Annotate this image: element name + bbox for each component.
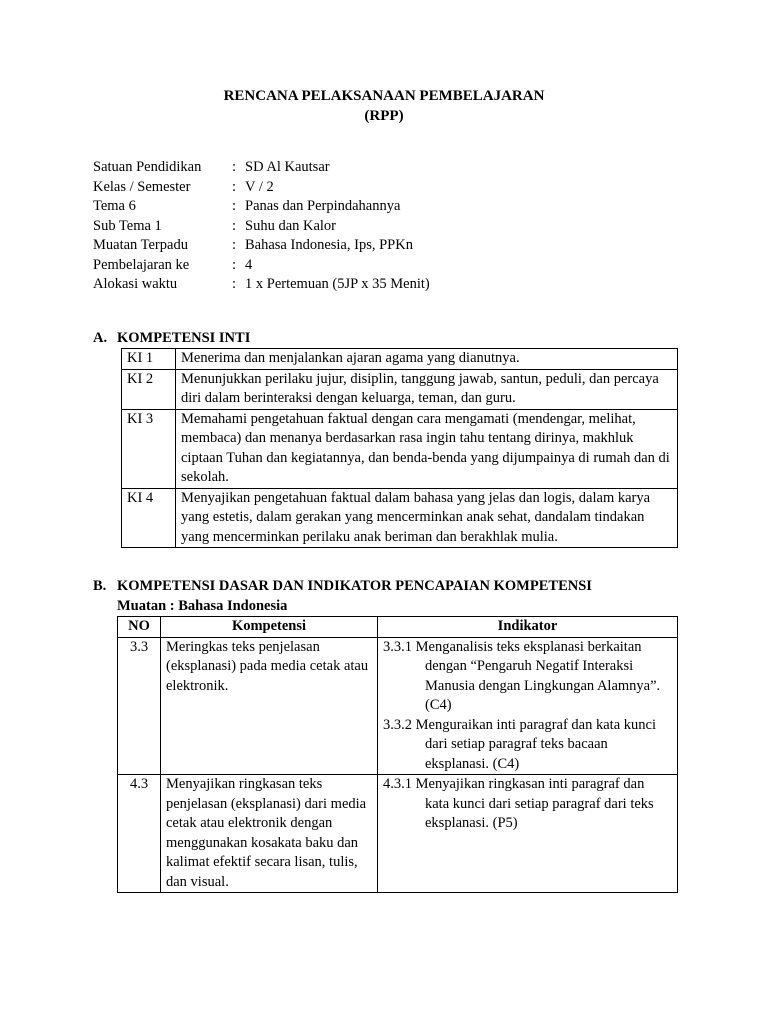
- identity-row: [93, 197, 430, 217]
- ki-code: KI 1: [122, 349, 176, 370]
- table-row: [122, 349, 678, 370]
- document-title: RENCANA PELAKSANAAN PEMBELAJARAN: [223, 88, 545, 104]
- kd-indikator-cell: [378, 775, 678, 893]
- identity-colon: :: [232, 256, 237, 273]
- ki-text: Memahami pengetahuan faktual dengan cara mengamati (mendengar, melihat, membaca) dan menanya berdasarkan rasa ingin tahu tentang dirinya, makhluk ciptaan Tuhan dan kegiatannya, dan benda-benda yang dijumpainya di rumah dan di sekolah.: [176, 409, 678, 488]
- ki-code: KI 3: [122, 409, 176, 488]
- document-subtitle: (RPP): [364, 108, 404, 124]
- identity-label: Pembelajaran ke: [93, 256, 190, 273]
- section-b-letter: B.: [93, 578, 107, 594]
- identity-value: Bahasa Indonesia, Ips, PPKn: [245, 237, 413, 253]
- section-a-letter: A.: [93, 330, 108, 346]
- identity-colon: :: [232, 159, 237, 175]
- table-row: [122, 409, 678, 488]
- identity-row: [93, 217, 430, 237]
- identity-colon: :: [232, 178, 237, 195]
- indikator-item: 4.3.1 Menyajikan ringkasan inti paragraf dan kata kunci dari setiap paragraf dari teks eksplanasi. (P5): [383, 776, 654, 831]
- ki-text: Menyajikan pengetahuan faktual dalam bahasa yang jelas dan logis, dalam karya yang estetis, dalam gerakan yang mencerminkan anak sehat, dandalam tindakan yang mencerminkan perilaku anak beriman dan berakhlak mulia.: [176, 488, 678, 548]
- identity-label: Alokasi waktu: [93, 276, 178, 292]
- identity-value: 4: [245, 256, 253, 273]
- ki-text: Menunjukkan perilaku jujur, disiplin, tanggung jawab, santun, peduli, dan percaya diri dalam berinteraksi dengan keluarga, teman, dan guru.: [176, 369, 678, 409]
- identity-colon: :: [232, 276, 237, 292]
- table-row: [118, 775, 678, 893]
- kd-number: 3.3: [118, 637, 161, 775]
- identity-label: Kelas / Semester: [93, 178, 191, 195]
- kd-kompetensi: Meringkas teks penjelasan (eksplanasi) pada media cetak atau elektronik.: [161, 637, 378, 775]
- column-header-kompetensi: Kompetensi: [161, 617, 378, 638]
- identity-value: SD Al Kautsar: [245, 159, 330, 175]
- identity-value: 1 x Pertemuan (5JP x 35 Menit): [245, 276, 430, 292]
- section-a-heading: [93, 329, 250, 347]
- kompetensi-dasar-table: [117, 616, 678, 893]
- table-header-row: [118, 617, 678, 638]
- section-a-title: KOMPETENSI INTI: [117, 330, 251, 346]
- column-header-no: NO: [118, 617, 161, 638]
- ki-code: KI 2: [122, 369, 176, 409]
- column-header-indikator: Indikator: [378, 617, 678, 638]
- identity-colon: :: [232, 198, 237, 214]
- indikator-item: 3.3.1 Menganalisis teks eksplanasi berkaitan dengan “Pengaruh Negatif Interaksi Manusia dengan Lingkungan Alamnya”. (C4): [383, 638, 661, 713]
- identity-row: [93, 275, 430, 295]
- identity-value: V / 2: [245, 178, 274, 195]
- identity-label: Satuan Pendidikan: [93, 159, 202, 175]
- table-row: [122, 369, 678, 409]
- section-b-title: KOMPETENSI DASAR DAN INDIKATOR PENCAPAIAN KOMPETENSI: [117, 578, 592, 594]
- identity-block: [93, 158, 430, 295]
- identity-colon: :: [232, 237, 237, 253]
- identity-row: [93, 178, 430, 198]
- identity-value: Suhu dan Kalor: [245, 217, 337, 234]
- kd-number: 4.3: [118, 775, 161, 893]
- ki-text: Menerima dan menjalankan ajaran agama yang dianutnya.: [176, 349, 678, 370]
- identity-label: Muatan Terpadu: [93, 237, 188, 253]
- table-row: [118, 637, 678, 775]
- table-row: [122, 488, 678, 548]
- indikator-item: 3.3.2 Menguraikan inti paragraf dan kata kunci dari setiap paragraf teks bacaan eksplanasi. (C4): [383, 716, 656, 772]
- muatan-label: Muatan : Bahasa Indonesia: [117, 598, 288, 614]
- identity-row: [93, 256, 430, 276]
- identity-value: Panas dan Perpindahannya: [245, 198, 401, 214]
- identity-colon: :: [232, 217, 237, 234]
- identity-row: [93, 236, 430, 256]
- kd-indikator-cell: [378, 637, 678, 775]
- kd-kompetensi: Menyajikan ringkasan teks penjelasan (eksplanasi) dari media cetak atau elektronik dengan menggunakan kosakata baku dan kalimat efektif secara lisan, tulis, dan visual.: [161, 775, 378, 893]
- kompetensi-inti-table: [121, 348, 678, 548]
- section-b-heading: [93, 577, 592, 595]
- ki-code: KI 4: [122, 488, 176, 548]
- identity-label: Sub Tema 1: [93, 217, 162, 234]
- identity-label: Tema 6: [93, 198, 136, 214]
- identity-row: [93, 158, 430, 178]
